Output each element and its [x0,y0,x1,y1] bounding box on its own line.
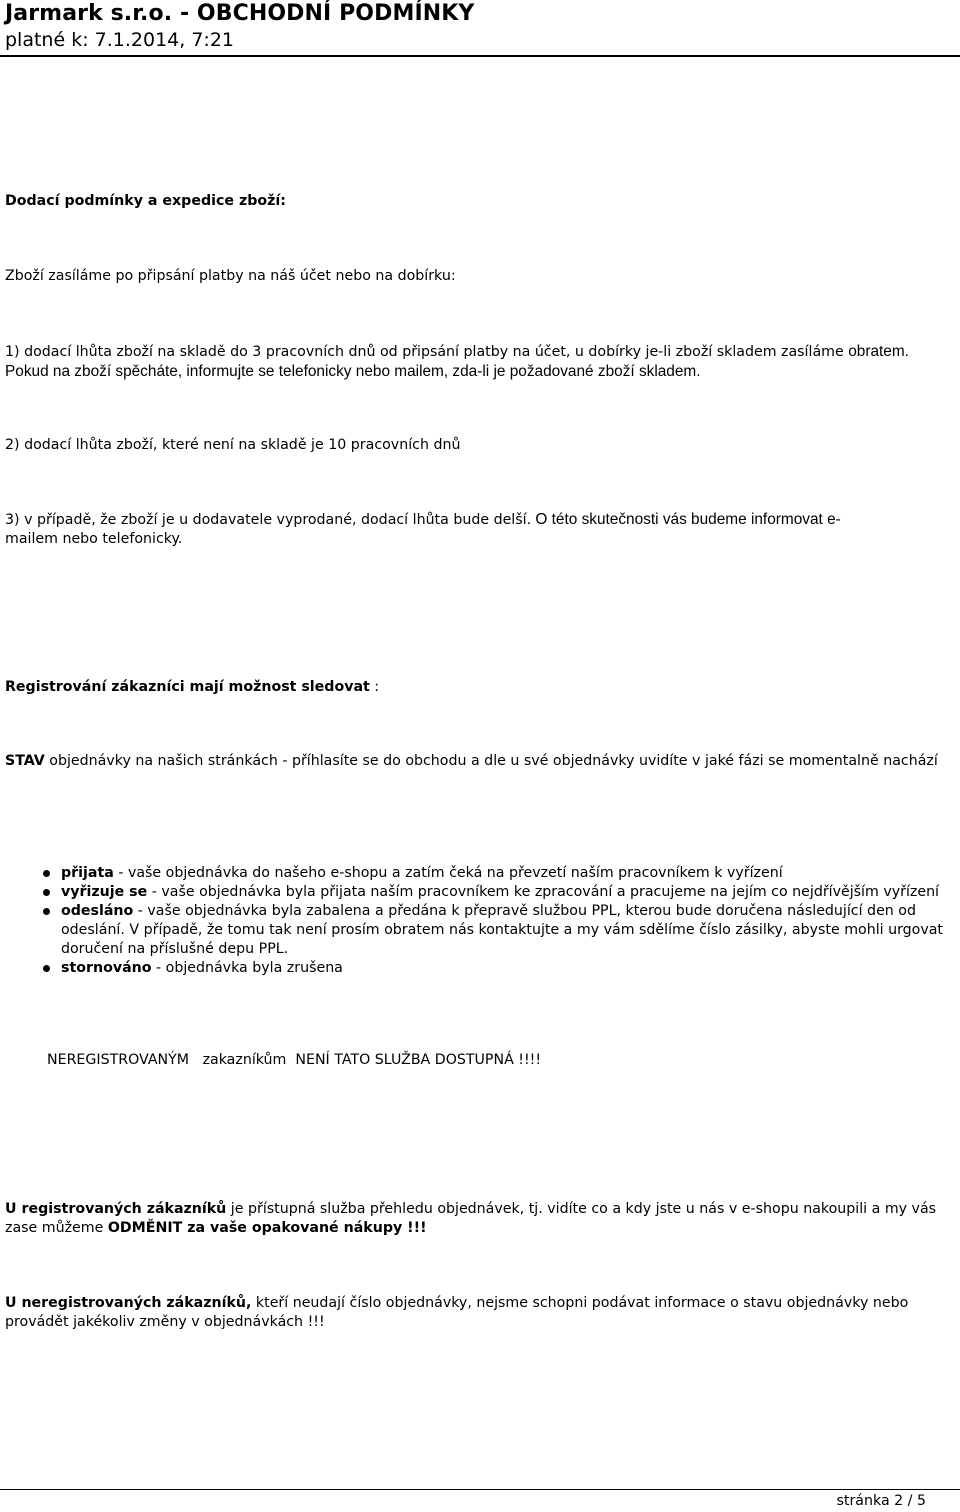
status-item-text: - vaše objednávka do našeho e-shopu a zatím čeká na převzetí naším pracovníkem k vyřízení [113,865,783,881]
registered-customers-reward: ODMĚNIT za vaše opakované nákupy !!! [107,1220,427,1236]
status-label: STAV [5,753,45,769]
unregistered-customers-label: U neregistrovaných zákazníků, [5,1295,252,1311]
registered-heading-colon: : [369,679,380,695]
order-status-intro [5,752,955,771]
status-item-label: vyřizuje se [61,884,148,900]
delivery-point-1 [5,342,955,382]
registered-heading-text: Registrování zákazníci mají možnost sledovat [5,679,370,695]
status-item-odeslano [61,902,960,959]
document-header [5,0,960,52]
bullet-icon [43,889,50,896]
footer-divider [0,1489,960,1490]
status-item-label: přijata [61,865,114,881]
registered-customers-text: je přístupná služba přehledu objednávek, tj. vidíte co a kdy jste u nás v e-shopu nakoupili a my vás zase můžeme [5,1201,937,1236]
status-item-text: - objednávka byla zrušena [151,960,343,976]
registered-customers-label: U registrovaných zákazníků [5,1201,227,1217]
delivery-point-1-obratem: obratem. [848,343,909,360]
page-number: stránka 2 / 5 [836,1493,926,1509]
registered-customers-paragraph [5,1200,955,1238]
delivery-point-3-contact: mailem nebo telefonicky. [5,531,183,547]
delivery-point-1-text: 1) dodací lhůta zboží na skladě do 3 pracovních dnů od připsání platby na účet, u dobírky je-li zboží skladem zasíláme [5,344,844,360]
valid-from-date: platné k: 7.1.2014, 7:21 [5,29,235,51]
unregistered-notice: NEREGISTROVANÝM zakazníkům NENÍ TATO SLUŽBA DOSTUPNÁ !!!! [47,1052,542,1068]
delivery-heading: Dodací podmínky a expedice zboží: [5,193,286,209]
status-intro-text: objednávky na našich stránkách - příhlasíte se do obchodu a dle u své objednávky uvidíte v jaké fázi se momentalně nachází [44,753,938,769]
registered-heading [5,678,955,697]
unregistered-customers-paragraph [5,1294,955,1332]
status-item-label: stornováno [61,960,152,976]
document-title: Jarmark s.r.o. - OBCHODNÍ PODMÍNKY [5,1,475,26]
header-divider [0,55,960,57]
delivery-point-2: 2) dodací lhůta zboží, které není na skladě je 10 pracovních dnů [5,437,461,453]
delivery-point-3-text: 3) v případě, že zboží je u dodavatele vyprodané, dodací lhůta bude delší. [5,512,532,528]
delivery-point-3 [5,510,955,549]
status-item-label: odesláno [61,903,134,919]
bullet-icon [43,870,50,877]
status-item-stornovano [61,959,960,978]
status-item-text: - vaše objednávka byla přijata naším pracovníkem ke zpracování a pracujeme na jejím co nejdřívějším vyřízení [147,884,940,900]
delivery-point-3-info: O této skutečnosti vás budeme informovat e- [531,511,841,528]
status-item-prijata [61,864,960,883]
delivery-point-1-note: Pokud na zboží spěcháte, informujte se telefonicky nebo mailem, zda-li je požadované zboží skladem. [5,363,701,380]
delivery-intro: Zboží zasíláme po připsání platby na náš účet nebo na dobírku: [5,268,456,284]
bullet-icon [43,908,50,915]
order-status-list [43,864,960,978]
status-item-text: - vaše objednávka byla zabalena a předána k přepravě službou PPL, kterou bude doručena následující den od odeslání. V případě, že tomu tak není prosím obratem nás kontaktujte a my vám sdělíme číslo zásilky, abyste mohli urgovat doručení na příslušné depu PPL. [61,903,943,957]
unregistered-customers-text: kteří neudají číslo objednávky, nejsme schopni podávat informace o stavu objednávky nebo provádět jakékoliv změny v objednávkách !!! [5,1295,909,1330]
status-item-vyrizuje-se [61,883,960,902]
bullet-icon [43,965,50,972]
